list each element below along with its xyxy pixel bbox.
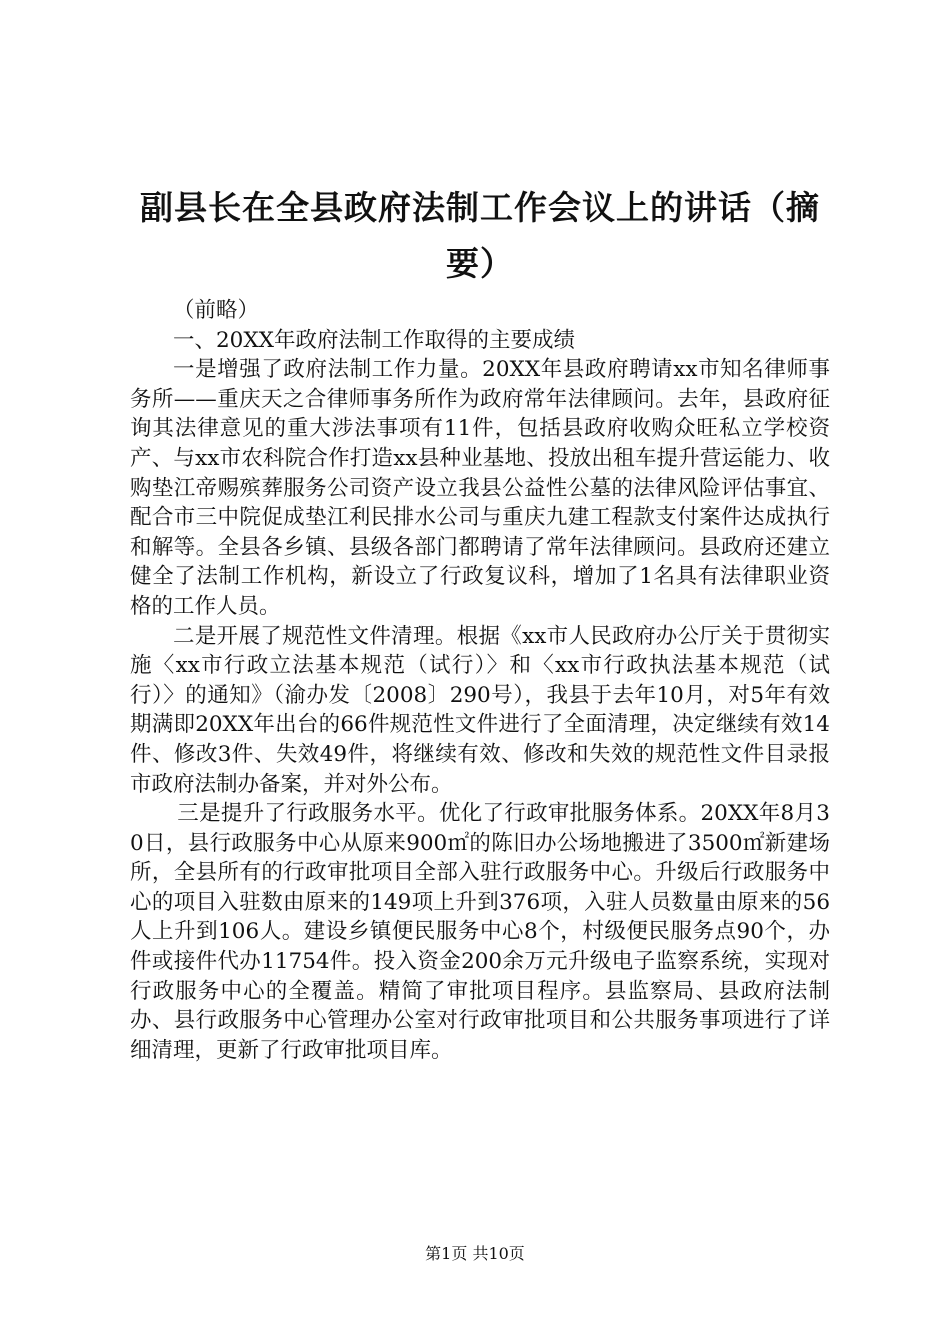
paragraph-administrative-service: 三是提升了行政服务水平。优化了行政审批服务体系。20XX年8月30日，县行政服务中心从原来900㎡的陈旧办公场地搬进了3500㎡新建场所，全县所有的行政审批项目全部入驻行政服务中心。升级后行政服务中心的项目入驻数由原来的149项上升到376项，入驻人员数量由原来的56人上升到106人。建设乡镇便民服务中心8个，村级便民服务点90个，办件或接件代办11754件。投入资金200余万元升级电子监察系统，实现对行政服务中心的全覆盖。精简了审批项目程序。县监察局、县政府法制办、县行政服务中心管理办公室对行政审批项目和公共服务事项进行了详细清理，更新了行政审批项目库。 bbox=[130, 801, 830, 1063]
paragraph-preface: （前略） bbox=[173, 298, 260, 323]
paragraph-normative-documents: 二是开展了规范性文件清理。根据《xx市人民政府办公厅关于贯彻实施〈xx市行政立法基本规范（试行）〉和〈xx市行政执法基本规范（试行）〉的通知》（渝办发〔2008〕290号），我县于去年10月，对5年有效期满即20XX年出台的66件规范性文件进行了全面清理，决定继续有效14件、修改3件、失效49件，将继续有效、修改和失效的规范性文件目录报市政府法制办备案，并对外公布。 bbox=[130, 623, 830, 797]
document-body bbox=[130, 296, 830, 1065]
section-heading: 一、20XX年政府法制工作取得的主要成绩 bbox=[173, 327, 575, 353]
page-footer: 第1页 共10页 bbox=[425, 1244, 525, 1263]
document-title: 副县长在全县政府法制工作会议上的讲话（摘要） bbox=[140, 188, 820, 284]
paragraph-legal-counsel: 一是增强了政府法制工作力量。20XX年县政府聘请xx市知名律师事务所——重庆天之合律师事务所作为政府常年法律顾问。去年，县政府征询其法律意见的重大涉法事项有11件，包括县政府收购众旺私立学校资产、与xx市农科院合作打造xx县种业基地、投放出租车提升营运能力、收购垫江帝赐殡葬服务公司资产设立我县公益性公墓的法律风险评估事宜、配合市三中院促成垫江利民排水公司与重庆九建工程款支付案件达成执行和解等。全县各乡镇、县级各部门都聘请了常年法律顾问。县政府还建立健全了法制工作机构，新设立了行政复议科，增加了1名具有法律职业资格的工作人员。 bbox=[130, 357, 830, 619]
